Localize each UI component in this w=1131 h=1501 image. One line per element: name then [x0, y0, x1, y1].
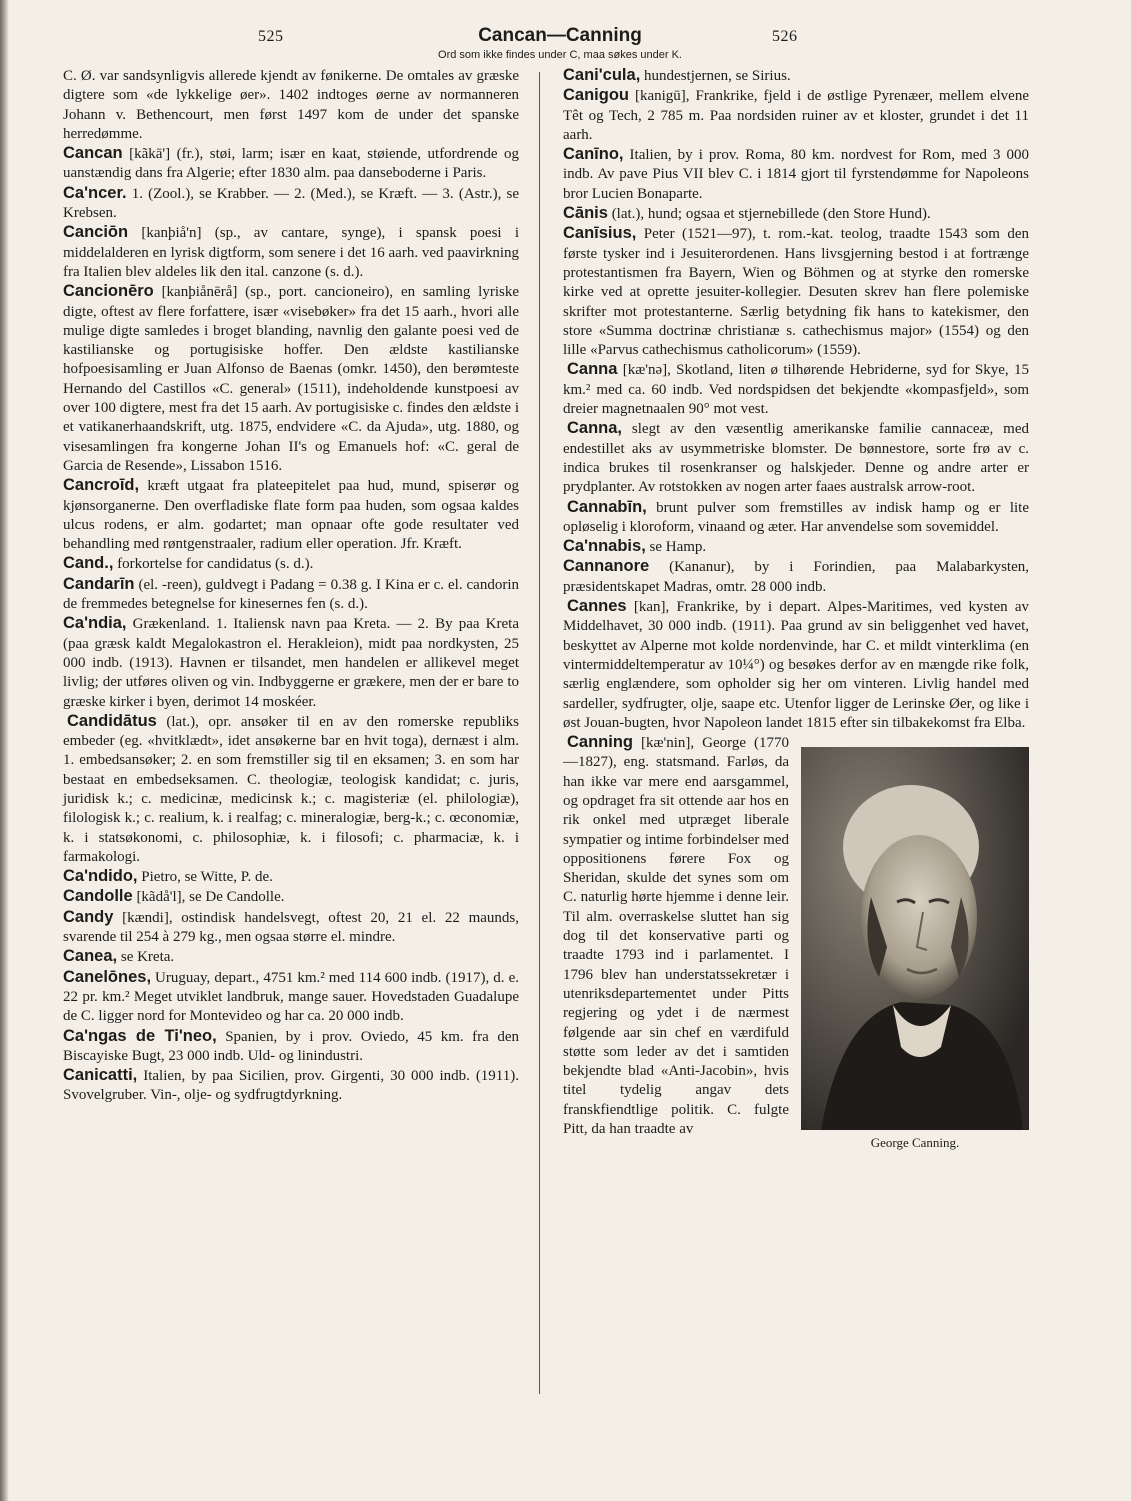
column-divider	[539, 72, 540, 1394]
headword: Canelōnes,	[63, 967, 152, 986]
right-column	[563, 66, 1029, 1153]
portrait-figure	[801, 747, 1029, 1149]
portrait-drawing	[801, 747, 1029, 1130]
headword: Canīsius,	[563, 224, 637, 243]
headword: Cannanore	[563, 557, 650, 576]
headword: Cannabīn,	[567, 497, 647, 516]
entry-candidatus: Candidātus (lat.), opr. ansøker til en av den romerske republiks embeder (eg. «hvitklædt», idet ansøkerne bar en hvit toga), dernæst i alm. 1. embedsansøker; 2. en som fremstiller sig til en eksamen; 3. en som har bestaat en embedseksamen. C. theologiæ, teologisk kandidat; c. juris, juridisk k.; c. medicinæ, medicinsk k.; c. magisteriæ (el. philologiæ), filologisk k.; c. realium, k. i realfag; c. mineralogiæ, berg-k.; c. œconomiæ, k. i statsøkonomi, c. philosophiæ, k. i filosofi; c. pharmaciæ, k. i farmakologi.	[63, 711, 519, 865]
entry-cannanore: Cannanore (Kananur), by i Forindien, paa Malabarkysten, præsidentskapet Madras, omtr. 28 000 indb.	[563, 557, 1029, 595]
entry-candy: Candy [kændi], ostindisk handelsvegt, oftest 20, 21 el. 22 maunds, svarende til 254 à 279 kg., men ogsaa større el. mindre.	[63, 907, 519, 946]
headword: Canicatti,	[63, 1066, 138, 1085]
page-number-left: 525	[258, 28, 284, 45]
page-header	[60, 20, 1060, 68]
entry-cand: Cand., forkortelse for candidatus (s. d.).	[63, 554, 314, 573]
headword: Ca'ncer.	[63, 183, 127, 202]
canning-body: [kæ'nin], George (1770—1827), eng. statsmand. Farløs, da han ikke var mere end aarsgammel, og opdraget fra sit ottende aar hos en rik onkel med utpræget liberale sympatier og intime forbindelser med oppositionens førere Fox og Sheridan, skulde det synes som om C. naturlig hørte hjemme i denne leir. Til alm. overraskelse sluttet han sig dog til det konservative parti og traadte 1793 ind i parlamentet. I 1796 blev han understatssekretær i utenriksdepartementet under Pitts regjering og ydet i de nærmest følgende aar sin chef en værdifuld støtte som leder av det i samtiden bekjendte blad «Anti-Jacobin», hvis titel tydelig angav dets franskfiendtlige politik. C. fulgte Pitt, da han traadte av	[563, 735, 789, 1138]
headword: Canna,	[567, 419, 623, 438]
headword: Canna	[567, 360, 618, 379]
headword: Canīno,	[563, 145, 624, 164]
headword: Cancroīd,	[63, 476, 140, 495]
headword: Candarīn	[63, 574, 135, 593]
headword: Ca'ndido,	[63, 867, 138, 886]
entry-canea: Canea, se Kreta.	[63, 947, 175, 966]
headword: Candidātus	[67, 711, 157, 730]
entry-canna-island: Canna [kæ'nə], Skotland, liten ø tilhørende Hebriderne, syd for Skye, 15 km.² med ca. 60 indb. Ved nordspidsen det bekjendte «kompasfjeld», som dreier magnetnaalen 90° mot vest.	[563, 360, 1029, 418]
headword: Candy	[63, 907, 114, 926]
headword: Ca'ndia,	[63, 614, 127, 633]
portrait-caption: George Canning.	[870, 1135, 960, 1151]
entry-canning	[563, 733, 1029, 1151]
entry-canisius: Canīsius, Peter (1521—97), t. rom.-kat. teolog, traadte 1543 som den første tysker ind i Jesuiterordenen. Hans livsgjerning bestod i at fortrænge protestantismen fra Bayern, Wien og Böhmen og at styrke den romerske kirke ved at oprette jesuiter-kollegier. Desuten skrev han flere polemiske skrifter mot protestanterne. Særlig betydning fik hans to katekismer, den store «Summa doctrinæ christianæ s. cathechismus major» (1554) og den lille «Parvus cathechismus catholicorum» (1559).	[563, 224, 1029, 359]
running-title: Cancan—Canning	[478, 25, 642, 46]
entry-candolle: Candolle [kãdå'l], se De Candolle.	[63, 887, 285, 906]
entry-cancan: Cancan [kãkā'] (fr.), støi, larm; især en kaat, støiende, utfordrende og uanstændig dans fra Algerie; efter 1830 alm. paa danseboderne i Paris.	[63, 144, 519, 182]
entry-cancroid: Cancroīd, kræft utgaat fra plateepitelet paa hud, mund, spiserør og kjønsorganerne. Den overfladiske flate form paa huden, som ogsaa kaldes ulcus rodens, er alm. godartet; man opnaar ofte gode resultater ved behandling med røntgenstraaler, radium eller operation. Jfr. Kræft.	[63, 476, 519, 553]
page-number-right: 526	[772, 28, 798, 45]
entry: C. Ø. var sandsynligvis allerede kjendt av fønikerne. De omtales av græske digtere som «de lykkelige øer». 1402 indtoges øerne av normanneren Johann v. Bethencourt, men først 1497 kom de under det spanske herredømme.	[63, 68, 519, 142]
headword: Cancan	[63, 144, 123, 163]
headword: Canciōn	[63, 223, 129, 242]
entry-cannes: Cannes [kan], Frankrike, by i depart. Alpes-Maritimes, ved kysten av Middelhavet, 30 000 indb. (1911). Paa grund av sin beliggenhet ved havet, beskyttet av Alperne mot kolde nordenvinde, har C. et mildt vinterklima (en vintermiddeltemperatur av 10¼°) og besøkes derfor av en mængde rike folk, særlig englændere, som opholder sig her om vinteren. Livlig handel med sardeller, sydfrugter, olje, saape etc. Utenfor ligger de Lerinske Øer, og like i øst Jouan-bugten, hvor Napoleon landet 1815 efter sin tilbakekomst fra Elba.	[563, 597, 1029, 731]
portrait-image	[801, 747, 1029, 1130]
entry-cannabin: Cannabīn, brunt pulver som fremstilles av indisk hamp og er lite opløselig i kloroform, vinaand og æter. Har anvendelse som sovemiddel.	[563, 497, 1029, 535]
headword: Ca'ngas de Ti'neo,	[63, 1026, 217, 1045]
headword: Canning	[567, 733, 633, 752]
headword: Cancionēro	[63, 282, 154, 301]
headword: Ca'nnabis,	[563, 537, 646, 556]
headword: Canigou	[563, 86, 629, 105]
headword: Candolle	[63, 887, 133, 906]
headword: Canea,	[63, 947, 118, 966]
entry-canelones: Canelōnes, Uruguay, depart., 4751 km.² med 114 600 indb. (1917), d. e. 22 pr. km.² Meget utviklet landbruk, mange sauer. Hovedstaden Guadalupe de C. ligger nord for Montevideo og har ca. 20 000 indb.	[63, 967, 519, 1025]
entry-candia: Ca'ndia, Grækenland. 1. Italiensk navn paa Kreta. — 2. By paa Kreta (paa græsk kaldt Megalokastron el. Herakleion), midt paa nordkysten, 25 000 indb. (1913). Havnen er tilsandet, men handelen er allikevel meget livlig; der utføres oliven og vin. Indbyggerne er grækere, men der er bare to græske kirker i byen, derimot 14 moskéer.	[63, 614, 519, 710]
entry-canigou: Canigou [kanigū], Frankrike, fjeld i de østlige Pyrenæer, mellem elvene Têt og Tech, 2 785 m. Paa nordsiden ruiner av et kloster, grundet i det 11 aarh.	[563, 86, 1029, 143]
left-column	[63, 66, 519, 1106]
entry-candarin: Candarīn (el. -reen), guldvegt i Padang = 0.38 g. I Kina er c. el. candorin de fremmedes betegnelse for kinesernes fen (s. d.).	[63, 574, 519, 613]
header-note: Ord som ikke findes under C, maa søkes under K.	[438, 49, 682, 61]
entry-cancionero: Cancionēro [kanþiånērå] (sp., port. cancioneiro), en samling lyriske digte, oftest av flere forfattere, især «visebøker» fra det 15 aarh., hvori alle mulige digte samledes i broget blanding, navnlig den galante poesi ved de kastilianske og portugisiske hoffer. Den ældste kastilianske hofpoesisamling er Juan Alfonso de Baenas (omkr. 1450), den berømteste Hernando del Castillos «C. general» (1511), indeholdende kunstpoesi av over 100 digtere, mest fra det 15 aarh. Av portugisiske c. findes den ældste i et vatikanerhaandskrift, utg. 1875, endvidere «C. da Ajuda», utg. 1880, og visesamlingen fra kongerne Johan II's og Emanuels hof: «C. geral de Garcia de Resende», Lissabon 1516.	[63, 282, 519, 474]
book-binding-edge	[0, 0, 9, 1501]
headword: Cānis	[563, 204, 608, 223]
headword: Cand.,	[63, 554, 114, 573]
headword: Cani'cula,	[563, 66, 641, 84]
entry-cangas-de-tineo: Ca'ngas de Ti'neo, Spanien, by i prov. Oviedo, 45 km. fra den Biscayiske Bugt, 23 000 indb. Uld- og linindustri.	[63, 1026, 519, 1064]
entry-candido: Ca'ndido, Pietro, se Witte, P. de.	[63, 867, 273, 886]
entry-canicula: Cani'cula, hundestjernen, se Sirius.	[563, 66, 791, 84]
entry-canicatti: Canicatti, Italien, by paa Sicilien, prov. Girgenti, 30 000 indb. (1911). Svovelgruber. Vin-, olje- og sydfrugtdyrkning.	[63, 1066, 519, 1104]
entry-canino: Canīno, Italien, by i prov. Roma, 80 km. nordvest for Rom, med 3 000 indb. Av pave Pius VII blev C. i 1814 gjort til fyrstendømme for Napoleons bror Lucien Bonaparte.	[563, 145, 1029, 202]
entry-cancion: Canciōn [kanþiå'n] (sp., av cantare, synge), i spansk poesi i middelalderen en lyrisk digtform, som senere i det 16 aarh. ved paavirkning fra Italien blev aldeles lik den ital. canzone (s. d.).	[63, 223, 519, 280]
entry-canis: Cānis (lat.), hund; ogsaa et stjernebillede (den Store Hund).	[563, 204, 931, 223]
entry-cannabis: Ca'nnabis, se Hamp.	[563, 537, 707, 556]
headword: Cannes	[567, 597, 627, 616]
entry-cancer: Ca'ncer. 1. (Zool.), se Krabber. — 2. (Med.), se Kræft. — 3. (Astr.), se Krebsen.	[63, 183, 519, 222]
entry-canna-plant: Canna, slegt av den væsentlig amerikanske familie cannaceæ, med endestillet aks av usymmetriske blomster. De bønnestore, sorte frø av c. indica brukes til rosenkranser og halskjeder. Denne og andre arter er prydplanter. Av rotstokken av nogen arter faaes australsk arrow-root.	[563, 419, 1029, 496]
